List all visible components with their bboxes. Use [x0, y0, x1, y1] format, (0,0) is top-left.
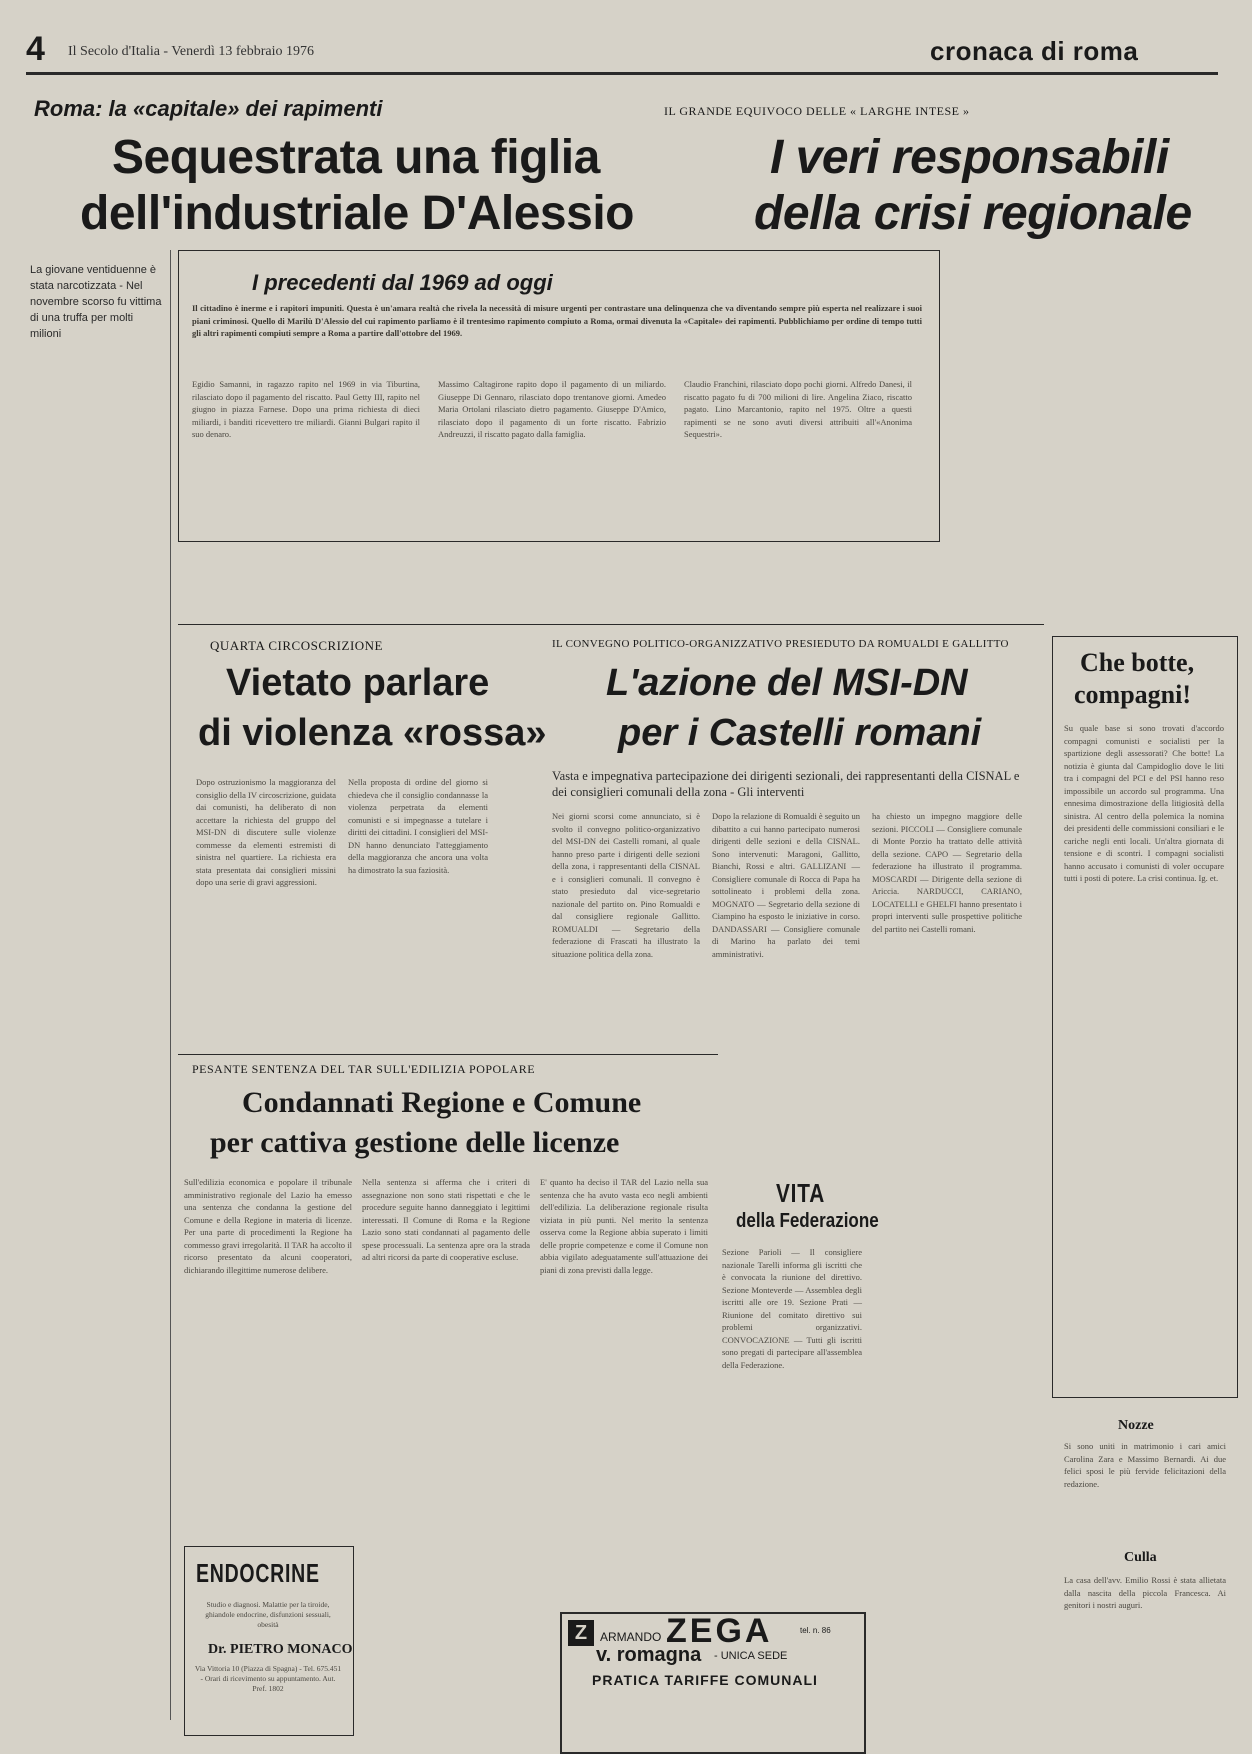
nozze-title: Nozze	[1118, 1418, 1154, 1433]
section-rule-mid	[178, 624, 1044, 625]
kicker-rapimenti: Roma: la «capitale» dei rapimenti	[34, 96, 383, 121]
paper-info: Il Secolo d'Italia - Venerdì 13 febbraio 1976	[68, 44, 315, 59]
page-number: 4	[26, 30, 45, 68]
che-botte-title-2: compagni!	[1074, 680, 1191, 709]
kicker-tar: PESANTE SENTENZA DEL TAR SULL'EDILIZIA POPOLARE	[192, 1062, 536, 1076]
zega-street: v. romagna	[596, 1644, 702, 1666]
che-botte-title-1: Che botte,	[1080, 648, 1195, 677]
headline-crisi-2: della crisi regionale	[754, 187, 1192, 240]
kicker-azione: IL CONVEGNO POLITICO-ORGANIZZATIVO PRESIEDUTO DA ROMUALDI E GALLITTO	[552, 638, 1009, 650]
endocrine-address: Via Vittoria 10 (Piazza di Spagna) - Tel. 675.451 - Orari di ricevimento su appuntamento. Aut. Pref. 1802	[194, 1664, 342, 1693]
vietato-col-2: Nella proposta di ordine del giorno si chiedeva che il consiglio condannasse la violenza perpetrata da elementi comunisti e si impegnasse a tutelare i diritti dei cittadini. I consiglieri del MSI-DN hanno denunciato l'atteggiamento della maggioranza che ancora una volta ha dimostrato la sua faziosità.	[348, 777, 488, 875]
zega-tariff: PRATICA TARIFFE COMUNALI	[592, 1672, 818, 1688]
headline-sequestrata-1: Sequestrata una figlia	[112, 131, 600, 184]
tar-col-3: E' quanto ha deciso il TAR del Lazio nella sua sentenza che ha avuto vasta eco negli ambienti dell'edilizia. La deliberazione regionale risulta viziata in più punti. Nel merito la sentenza osserva come la Regione abbia superato i limiti delle proprie competenze e come il Comune non abbia vigilato adeguatamente sull'attuazione dei piani di zona previsti dalla legge.	[540, 1177, 708, 1275]
endocrine-doctor: Dr. PIETRO MONACO	[208, 1642, 353, 1657]
summary-sequestrata: La giovane ventiduenne è stata narcotizzata - Nel novembre scorso fu vittima di una truffa per molti milioni	[30, 264, 162, 340]
deck-azione: Vasta e impegnativa partecipazione dei dirigenti sezionali, dei rappresentanti della CISNAL e dei consiglieri comunali della zona - Gli interventi	[552, 769, 1020, 799]
vita-title-2: della Federazione	[736, 1210, 879, 1232]
headline-vietato-1: Vietato parlare	[226, 662, 490, 704]
zega-unica-sede: - UNICA SEDE	[714, 1650, 788, 1662]
headline-sequestrata-2: dell'industriale D'Alessio	[80, 187, 634, 240]
azione-col-1: Nei giorni scorsi come annunciato, si è svolto il convegno politico-organizzativo del MSI-DN dei Castelli romani, al quale hanno preso parte i dirigenti delle sezioni della zona, i rappresentanti della CISNAL e i consiglieri comunali. Il convegno è stato presieduto dal vice-segretario nazionale del partito on. Pino Romualdi e dal consigliere regionale Gallitto. ROMUALDI — Segretario della federazione di Frascati ha illustrato la situazione politica della zona.	[552, 811, 700, 959]
column-divider	[170, 250, 171, 1720]
headline-azione-2: per i Castelli romani	[618, 712, 982, 754]
endocrine-title: ENDOCRINE	[196, 1558, 320, 1588]
zega-brand: ZEGA	[666, 1612, 773, 1650]
tar-col-1: Sull'edilizia economica e popolare il tribunale amministrativo regionale del Lazio ha emesso una sentenza che condanna la gestione del Comune e della Regione in materia di licenze. Per una parte di procedimenti la Regione ha commesso gravi irregolarità. Il TAR ha accolto il ricorso presentato da alcuni cooperatori, dichiarando illegittime numerose delibere.	[184, 1177, 352, 1275]
section-rule-tar	[178, 1054, 718, 1055]
headline-crisi-1: I veri responsabili	[770, 131, 1169, 184]
precedenti-col-2: Massimo Caltagirone rapito dopo il pagamento di un miliardo. Giuseppe Di Gennaro, rilasciato dopo trentanove giorni. Amedeo Maria Ortolani rilasciato dietro pagamento. Giuseppe D'Amico, rilasciato dopo il pagamento di un forte riscatto. Fabrizio Andreuzzi, il riscatto pagato dalla famiglia.	[438, 379, 666, 439]
vita-title-1: VITA	[776, 1178, 826, 1208]
body-sequestrata	[30, 334, 164, 1724]
che-botte-text: Su quale base si sono trovati d'accordo compagni comunisti e socialisti per la spartizione degli assessorati? Che botte! La notizia è giunta dal Campidoglio dove le liti tra i compagni del PCI e del PSI hanno reso impossibile un accordo sul programma. Una ennesima dimostrazione della litigiosità della sinistra. Al centro della polemica la nomina dei presidenti delle commissioni consiliari e le cariche negli enti locali. Un'altra giornata di tensione e di scontri. I compagni socialisti hanno accusato i comunisti di voler occupare tutti i posti di potere. La crisi continua. Ig. et.	[1064, 723, 1224, 883]
precedenti-intro: Il cittadino è inerme e i rapitori impuniti. Questa è un'amara realtà che rivela la necessità di misure urgenti per contrastare una delinquenza che va diventando sempre più esperta nel realizzare i suoi piani criminosi. Quello di Marilù D'Alessio del cui rapimento parliamo è il trentesimo rapimento compiuto a Roma, ormai divenuta la «Capitale» dei rapimenti. Pubblichiamo per ordine di tempo tutti gli altri rapimenti compiuti sempre a Roma a partire dall'ottobre del 1969.	[192, 303, 922, 338]
headline-tar-1: Condannati Regione e Comune	[242, 1086, 642, 1119]
nozze-text: Si sono uniti in matrimonio i cari amici Carolina Zara e Massimo Bernardi. Ai due felici sposi le più fervide felicitazioni della redazione.	[1064, 1441, 1226, 1489]
precedenti-title: I precedenti dal 1969 ad oggi	[252, 270, 553, 295]
section-title: cronaca di roma	[930, 36, 1139, 66]
culla-text: La casa dell'avv. Emilio Rossi è stata allietata dalla nascita della piccola Francesca. Ai genitori i nostri auguri.	[1064, 1575, 1226, 1610]
masthead-rule	[26, 72, 1218, 75]
azione-col-2: Dopo la relazione di Romualdi è seguito un dibattito a cui hanno partecipato numerosi dirigenti delle sezioni e della CISNAL. Sono intervenuti: Maragoni, Gallitto, Bianchi, Rossi e altri. GALLIZANI — Consigliere comunale di Rocca di Papa ha sottolineato i problemi della zona. MOGNATO — Segretario della sezione di Ciampino ha esposto le iniziative in corso. DANDASSARI — Consigliere comunale di Marino ha parlato dei temi amministrativi.	[712, 811, 861, 959]
vietato-col-1: Dopo ostruzionismo la maggioranza del consiglio della IV circoscrizione, guidata dai comunisti, ha deliberato di non accettare la richiesta del gruppo del MSI-DN di discutere sulle violenze commesse da elementi estremisti di sinistra nel quartiere. La richiesta era stata presentata dai consiglieri missini dopo una serie di gravi aggressioni.	[196, 777, 336, 887]
headline-tar-2: per cattiva gestione delle licenze	[210, 1126, 620, 1159]
zega-prefix: ARMANDO	[600, 1630, 662, 1644]
headline-vietato-2: di violenza «rossa»	[198, 712, 547, 754]
kicker-vietato: QUARTA CIRCOSCRIZIONE	[210, 638, 383, 653]
precedenti-col-1: Egidio Samanni, in ragazzo rapito nel 1969 in via Tiburtina, rilasciato dopo il pagamento del riscatto. Paul Getty III, rapito nel giugno in piazza Farnese. Dopo una prima richiesta di dieci miliardi, i banditi ricevettero tre miliardi. Gianni Bulgari rapito il suo denaro.	[192, 379, 420, 439]
endocrine-desc: Studio e diagnosi. Malattie per la tiroide, ghiandole endocrine, disfunzioni sessuali, obesità	[205, 1600, 331, 1629]
culla-title: Culla	[1124, 1550, 1157, 1565]
headline-azione-1: L'azione del MSI-DN	[606, 662, 968, 704]
vita-text: Sezione Parioli — Il consigliere nazionale Tarelli informa gli iscritti che è convocata la riunione del direttivo. Sezione Monteverde — Assemblea degli iscritti alle ore 19. Sezione Prati — Riunione del comitato direttivo sui problemi organizzativi. CONVOCAZIONE — Tutti gli iscritti sono pregati di partecipare all'assemblea della Federazione.	[722, 1247, 862, 1370]
kicker-crisi: IL GRANDE EQUIVOCO DELLE « LARGHE INTESE »	[664, 104, 970, 118]
tar-col-2: Nella sentenza si afferma che i criteri di assegnazione non sono stati rispettati e che le procedure seguite hanno danneggiato i legittimi interessati. Il Comune di Roma e la Regione Lazio sono stati condannati al pagamento delle spese processuali. La sentenza apre ora la strada ad altri ricorsi da parte di cooperative escluse.	[362, 1177, 530, 1262]
azione-col-3: ha chiesto un impegno maggiore delle sezioni. PICCOLI — Consigliere comunale di Monte Porzio ha trattato delle attività della sezione. CAPO — Segretario della federazione ha illustrato il programma. MOSCARDI — Dirigente della sezione di Ariccia. NARDUCCI, CARIANO, LOCATELLI e GHELFI hanno presentato i propri interventi sulle prospettive politiche del partito nei Castelli romani.	[872, 811, 1022, 934]
zega-logo-icon: Z	[568, 1620, 594, 1646]
precedenti-col-3: Claudio Franchini, rilasciato dopo pochi giorni. Alfredo Danesi, il riscatto pagato fu di 700 milioni di lire. Angelina Ziaco, riscatto pagato. Lino Marcantonio, rapito nel 1975. Oltre a questi rapimenti se ne sono avuti diversi attribuiti all'«Anonima Sequestri».	[684, 379, 912, 439]
zega-address-note: tel. n. 86	[800, 1626, 831, 1635]
